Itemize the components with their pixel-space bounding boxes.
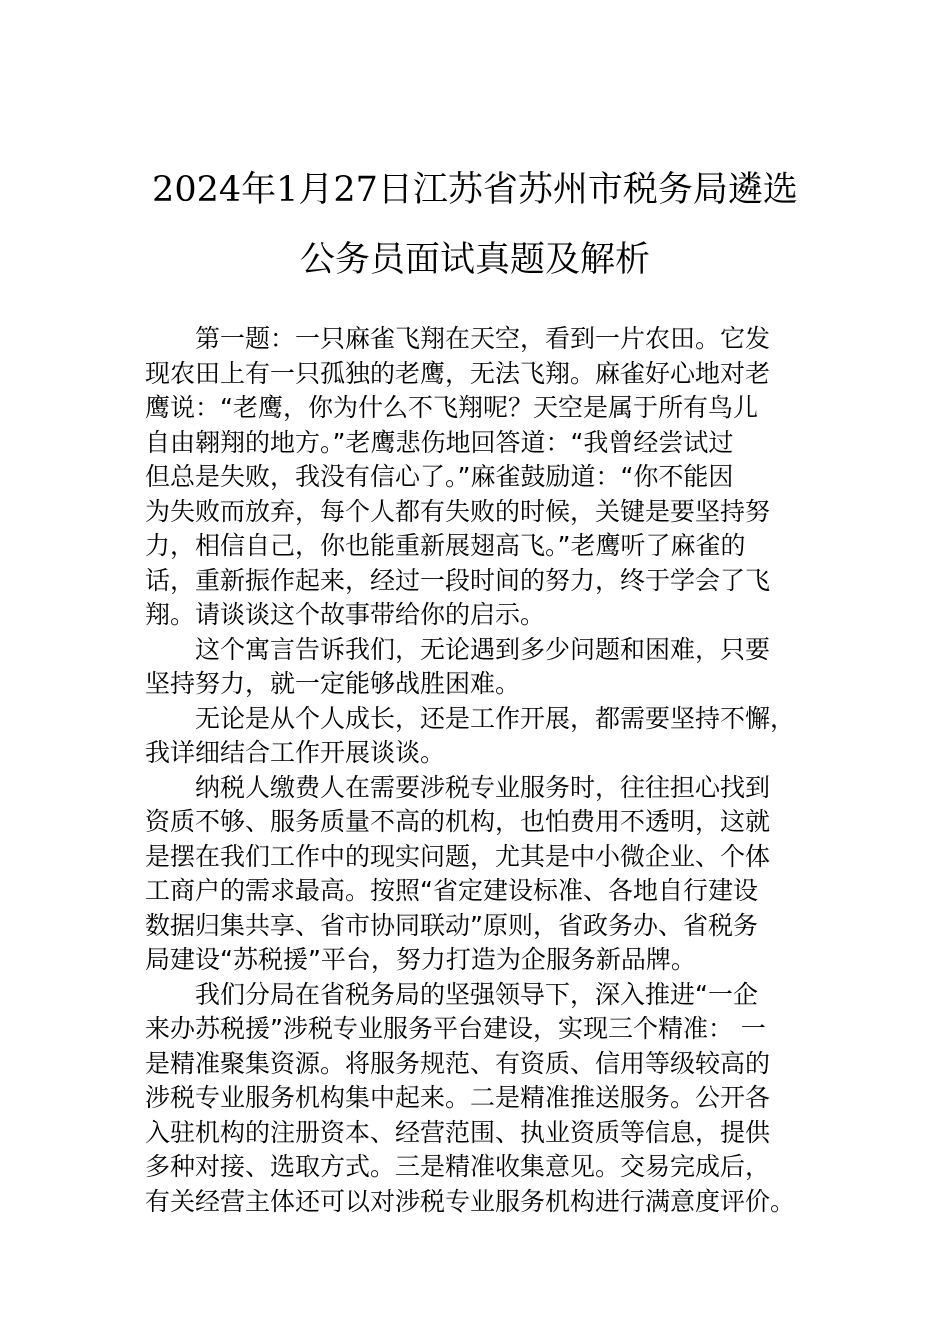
paragraph-line: 但总是失败，我没有信心了。”麻雀鼓励道：“你不能因 — [145, 462, 734, 491]
paragraph-line: 自由翱翔的地方。”老鹰悲伤地回答道：“我曾经尝试过 — [145, 427, 734, 457]
paragraph-line: 是精准聚集资源。将服务规范、有资质、信用等级较高的 — [145, 1048, 771, 1078]
paragraph-line: 鹰说：“老鹰，你为什么不飞翔呢？天空是属于所有鸟儿 — [145, 393, 758, 422]
paragraph — [145, 633, 810, 702]
paragraph-line: 话，重新振作起来，经过一段时间的努力，终于学会了飞 — [145, 565, 771, 595]
document-body — [145, 322, 810, 1219]
paragraph-line: 数据归集共享、省市协同联动”原则，省政务办、省税务 — [145, 910, 758, 940]
paragraph-line: 工商户的需求最高。按照“省定建设标准、各地自行建设 — [145, 876, 758, 905]
paragraph-line: 这个寓言告诉我们，无论遇到多少问题和困难，只要 — [195, 634, 771, 664]
document-title-line-2: 公务员面试真题及解析 — [299, 240, 650, 280]
paragraph — [145, 322, 810, 633]
paragraph-line: 无论是从个人成长，还是工作开展，都需要坚持不懈， — [195, 703, 796, 733]
paragraph-line: 涉税专业服务机构集中起来。二是精准推送服务。公开各 — [145, 1083, 771, 1112]
paragraph — [145, 702, 810, 771]
paragraph-line: 我们分局在省税务局的坚强领导下，深入推进“一企 — [195, 979, 758, 1009]
paragraph-line: 我详细结合工作开展谈谈。 — [145, 738, 446, 767]
paragraph-line: 是摆在我们工作中的现实问题，尤其是中小微企业、个体 — [145, 841, 771, 871]
paragraph-line: 多种对接、选取方式。三是精准收集意见。交易完成后， — [145, 1152, 771, 1181]
paragraph-line: 来办苏税援”涉税专业服务平台建设，实现三个精准： 一 — [145, 1014, 766, 1043]
paragraph-line: 纳税人缴费人在需要涉税专业服务时，往往担心找到 — [195, 772, 771, 802]
paragraph-line: 局建设“苏税援”平台，努力打造为企服务新品牌。 — [145, 945, 696, 974]
paragraph-line: 翔。请谈谈这个故事带给你的启示。 — [145, 600, 546, 629]
paragraph-line: 坚持努力，就一定能够战胜困难。 — [145, 669, 521, 698]
paragraph-line: 入驻机构的注册资本、经营范围、执业资质等信息，提供 — [145, 1117, 771, 1147]
paragraph-line: 第一题：一只麻雀飞翔在天空，看到一片农田。它发 — [195, 324, 771, 353]
paragraph-line: 为失败而放弃，每个人都有失败的时候，关键是要坚持努 — [145, 496, 771, 526]
paragraph-line: 现农田上有一只孤独的老鹰，无法飞翔。麻雀好心地对老 — [145, 358, 771, 388]
paragraph-line: 资质不够、服务质量不高的机构，也怕费用不透明，这就 — [145, 807, 771, 836]
paragraph-line: 有关经营主体还可以对涉税专业服务机构进行满意度评价。 — [145, 1186, 796, 1216]
paragraph-line: 力，相信自己，你也能重新展翅高飞。”老鹰听了麻雀的 — [145, 531, 746, 560]
paragraph — [145, 771, 810, 978]
document-title-line-1: 2024年1月27日江苏省苏州市税务局遴选 — [152, 170, 798, 210]
paragraph — [145, 978, 810, 1220]
